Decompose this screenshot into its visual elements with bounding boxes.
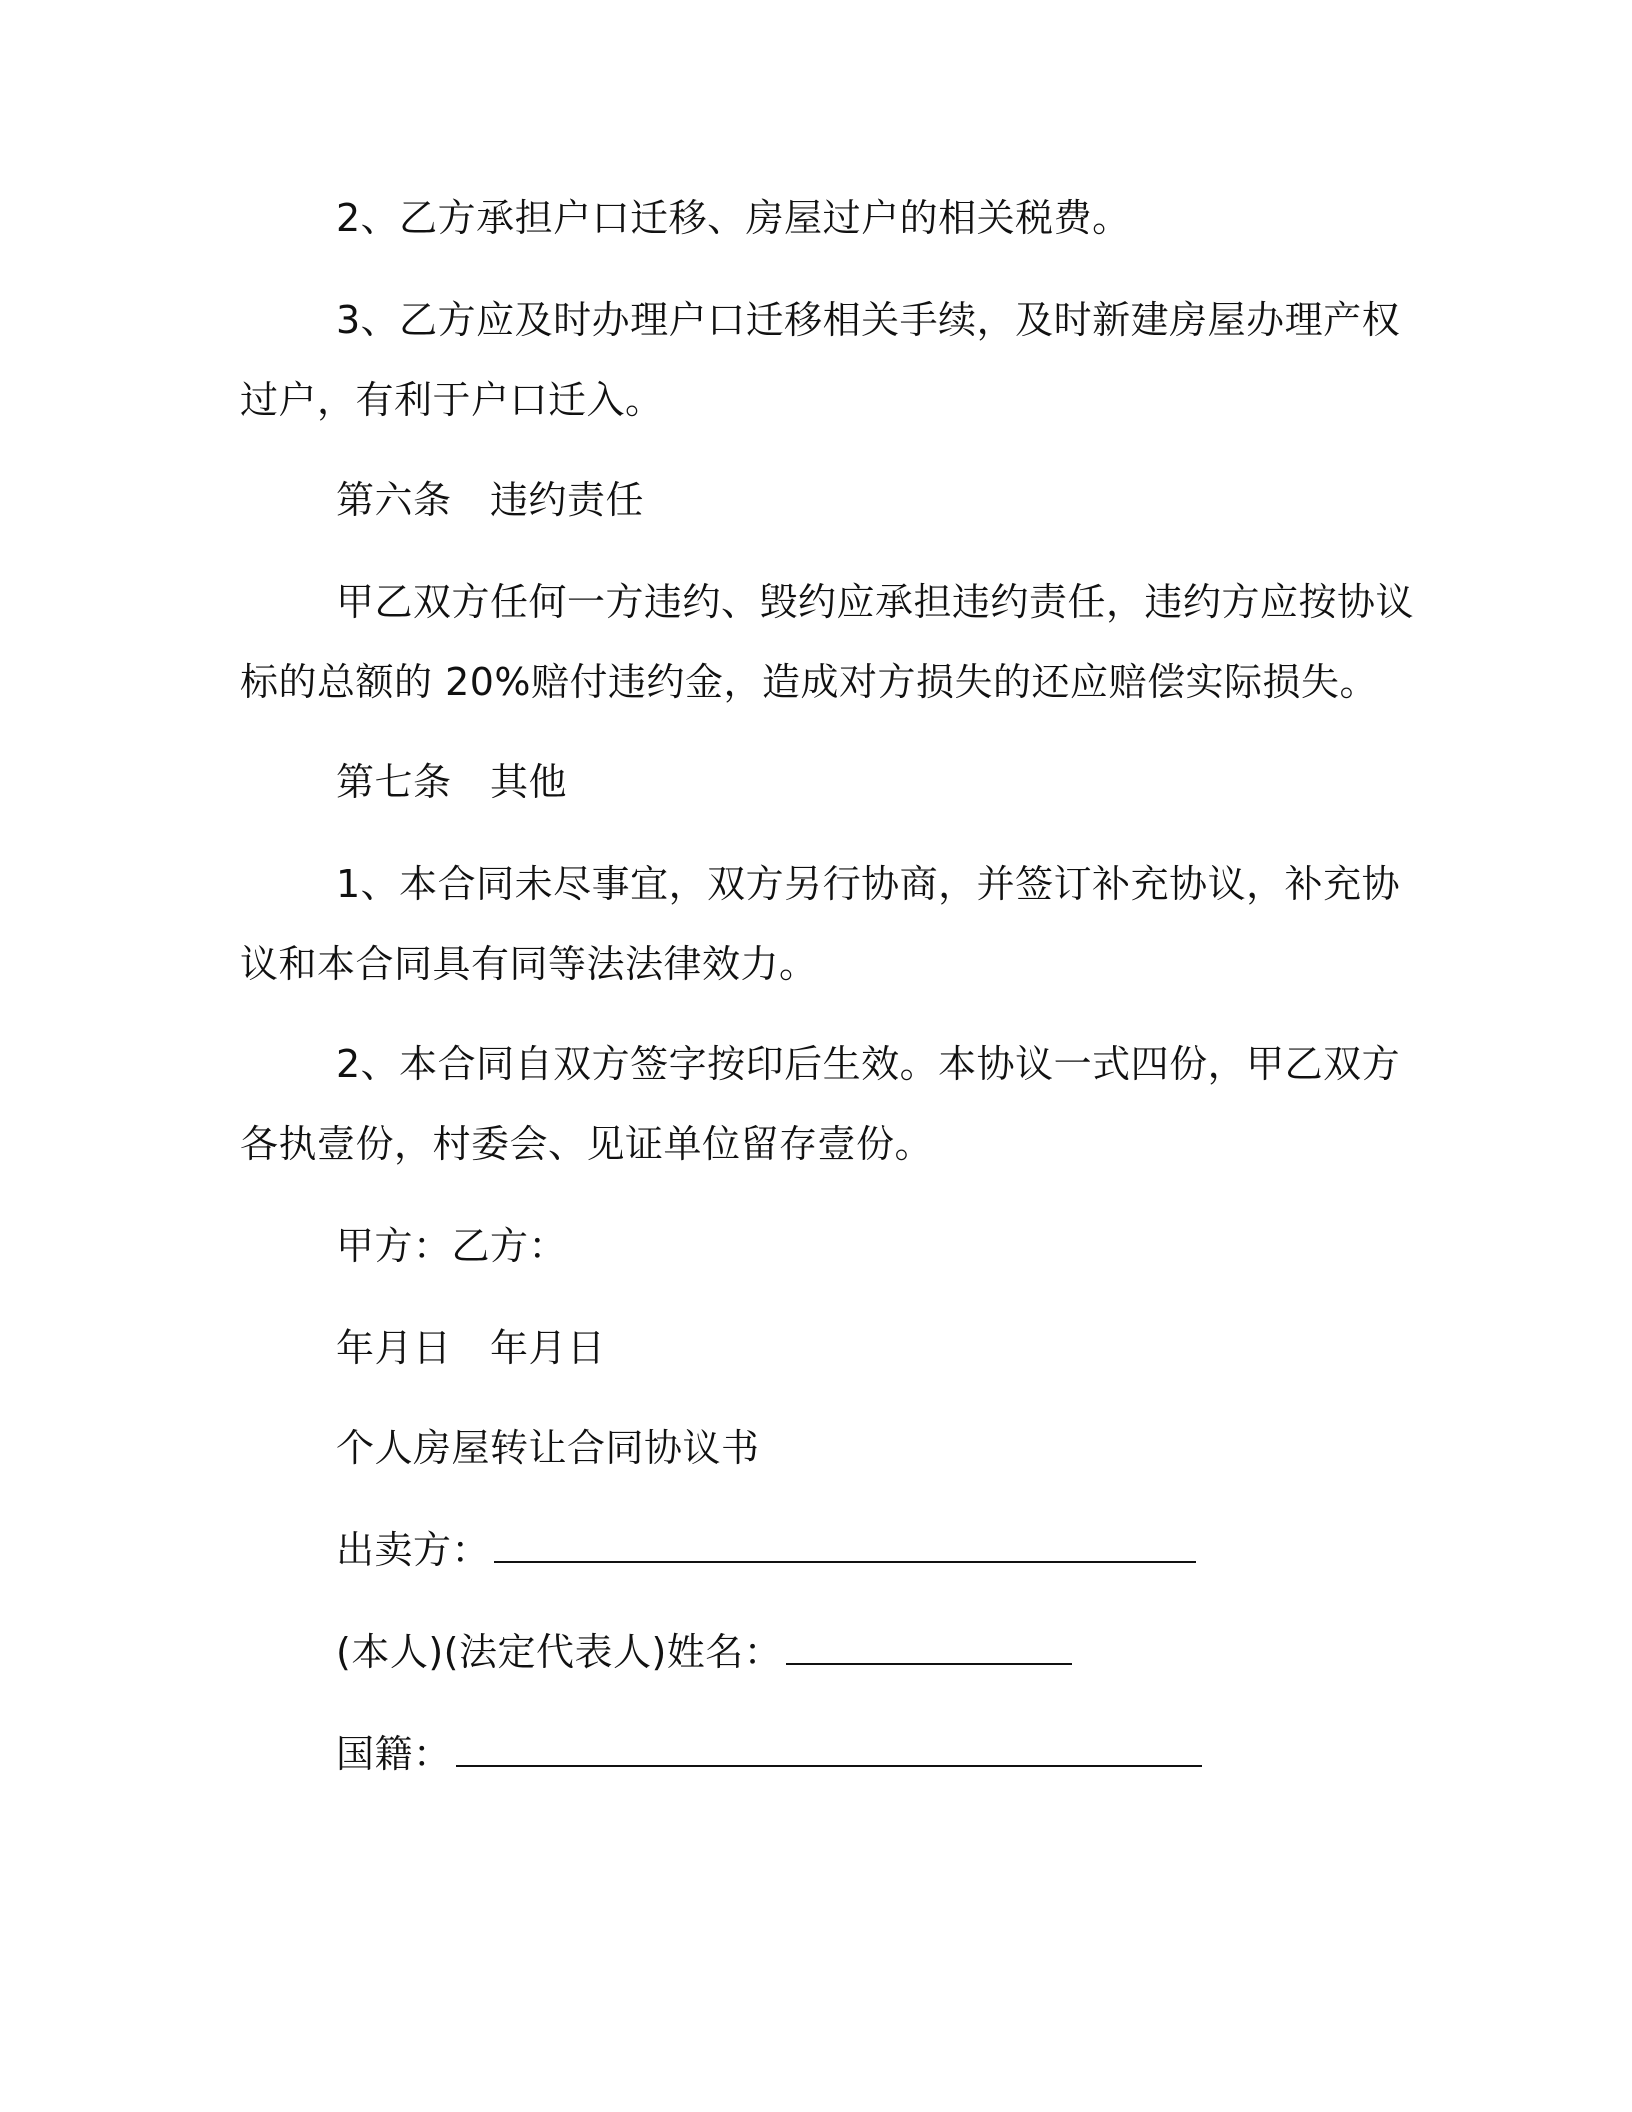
clause-7-item-1-line-2: 议和本合同具有同等法法律效力。 (240, 942, 818, 986)
nationality-label: 国籍： (336, 1732, 452, 1776)
contract-title: 个人房屋转让合同协议书 (336, 1426, 760, 1470)
clause-6-body-line-2: 标的总额的 20%赔付违约金，造成对方损失的还应赔偿实际损失。 (240, 660, 1379, 704)
clause-5-item-2: 2、乙方承担户口迁移、房屋过户的相关税费。 (336, 196, 1131, 240)
clause-5-item-3-line-1: 3、乙方应及时办理户口迁移相关手续，及时新建房屋办理产权 (336, 298, 1401, 342)
clause-6-body-line-1: 甲乙双方任何一方违约、毁约应承担违约责任，违约方应按协议 (336, 580, 1415, 624)
clause-7-item-2-line-2: 各执壹份，村委会、见证单位留存壹份。 (240, 1122, 934, 1166)
signature-dates: 年月日 年月日 (336, 1326, 606, 1370)
seller-field (336, 1526, 1196, 1574)
name-label: (本人)(法定代表人)姓名： (336, 1630, 783, 1674)
clause-5-item-3-line-2: 过户，有利于户口迁入。 (240, 378, 664, 422)
clause-7-item-2-line-1: 2、本合同自双方签字按印后生效。本协议一式四份，甲乙双方 (336, 1042, 1401, 1086)
nationality-field (336, 1730, 1202, 1778)
name-field (336, 1628, 1072, 1676)
clause-7-heading: 第七条 其他 (336, 760, 568, 804)
name-blank-line (786, 1629, 1072, 1665)
seller-blank-line (494, 1527, 1196, 1563)
clause-7-item-1-line-1: 1、本合同未尽事宜，双方另行协商，并签订补充协议，补充协 (336, 862, 1401, 906)
nationality-blank-line (456, 1731, 1202, 1767)
clause-6-heading: 第六条 违约责任 (336, 478, 645, 522)
signature-parties: 甲方：乙方： (336, 1224, 568, 1268)
seller-label: 出卖方： (336, 1528, 491, 1572)
